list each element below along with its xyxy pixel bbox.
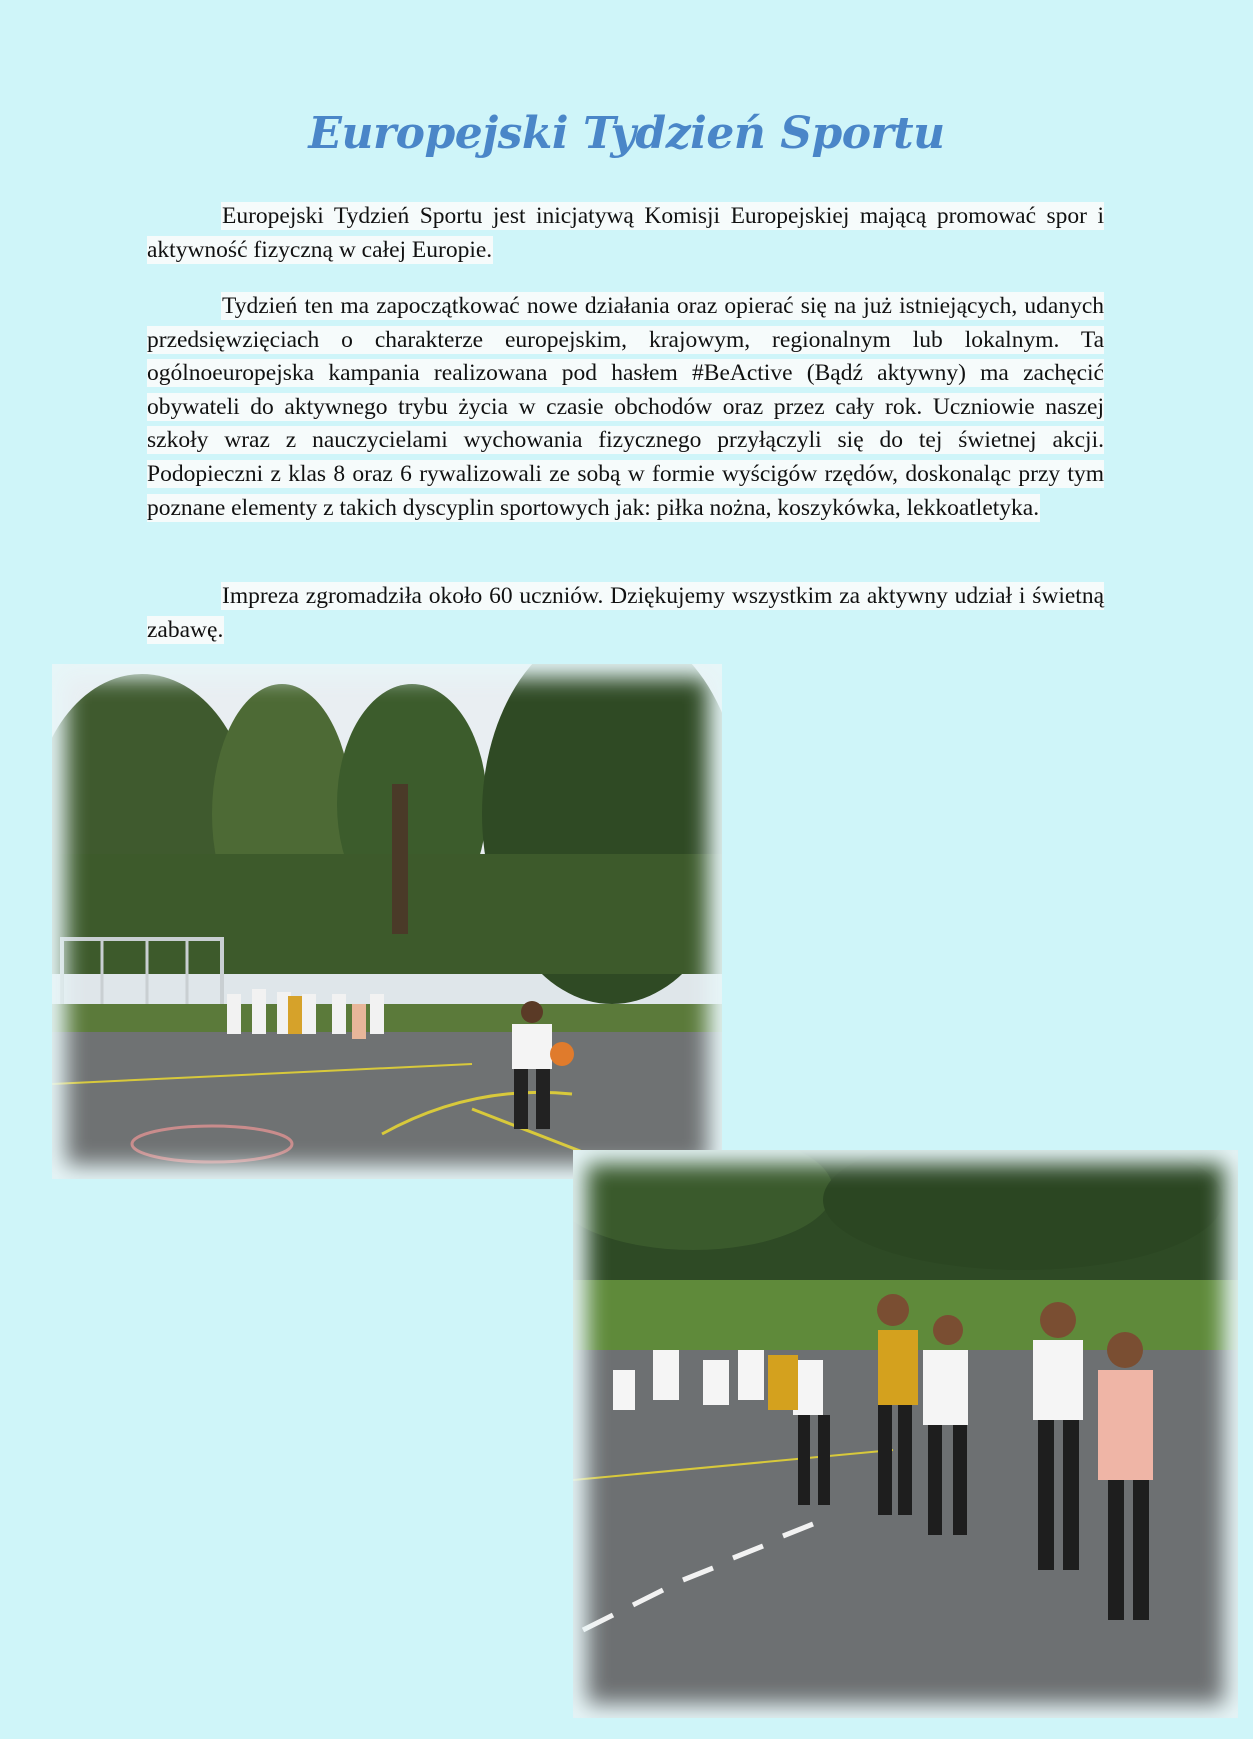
paragraph-intro: Europejski Tydzień Sportu jest inicjatywą Komisji Europejskiej mającą promować spor i aktywność fizyczną w całej Europie. [147, 203, 1104, 263]
photo-basketball-image [52, 664, 722, 1179]
photo-relay-race [573, 1150, 1238, 1718]
article-text [147, 200, 1104, 267]
article-text-2 [147, 290, 1104, 525]
paragraph-closing: Impreza zgromadziła około 60 uczniów. Dziękujemy wszystkim za aktywny udział i świetną zabawę. [147, 583, 1104, 643]
photo-basketball [52, 664, 722, 1179]
paragraph-main: Tydzień ten ma zapoczątkować nowe działania oraz opierać się na już istniejących, udanych przedsięwzięciach o charakterze europejskim, krajowym, regionalnym lub lokalnym. Ta ogólnoeuropejska kampania realizowana pod hasłem #BeActive (Bądź aktywny) ma zachęcić obywateli do aktywnego trybu życia w czasie obchodów oraz przez cały rok. Uczniowie naszej szkoły wraz z nauczycielami wychowania fizycznego przyłączyli się do tej świetnej akcji. Podopieczni z klas 8 oraz 6 rywalizowali ze sobą w formie wyścigów rzędów, doskonaląc przy tym poznane elementy z takich dyscyplin sportowych jak: piłka nożna, koszykówka, lekkoatletyka. [147, 293, 1104, 521]
article-text-3 [147, 580, 1104, 647]
photo-relay-race-image [573, 1150, 1238, 1718]
page-title: Europejski Tydzień Sportu [308, 108, 945, 159]
